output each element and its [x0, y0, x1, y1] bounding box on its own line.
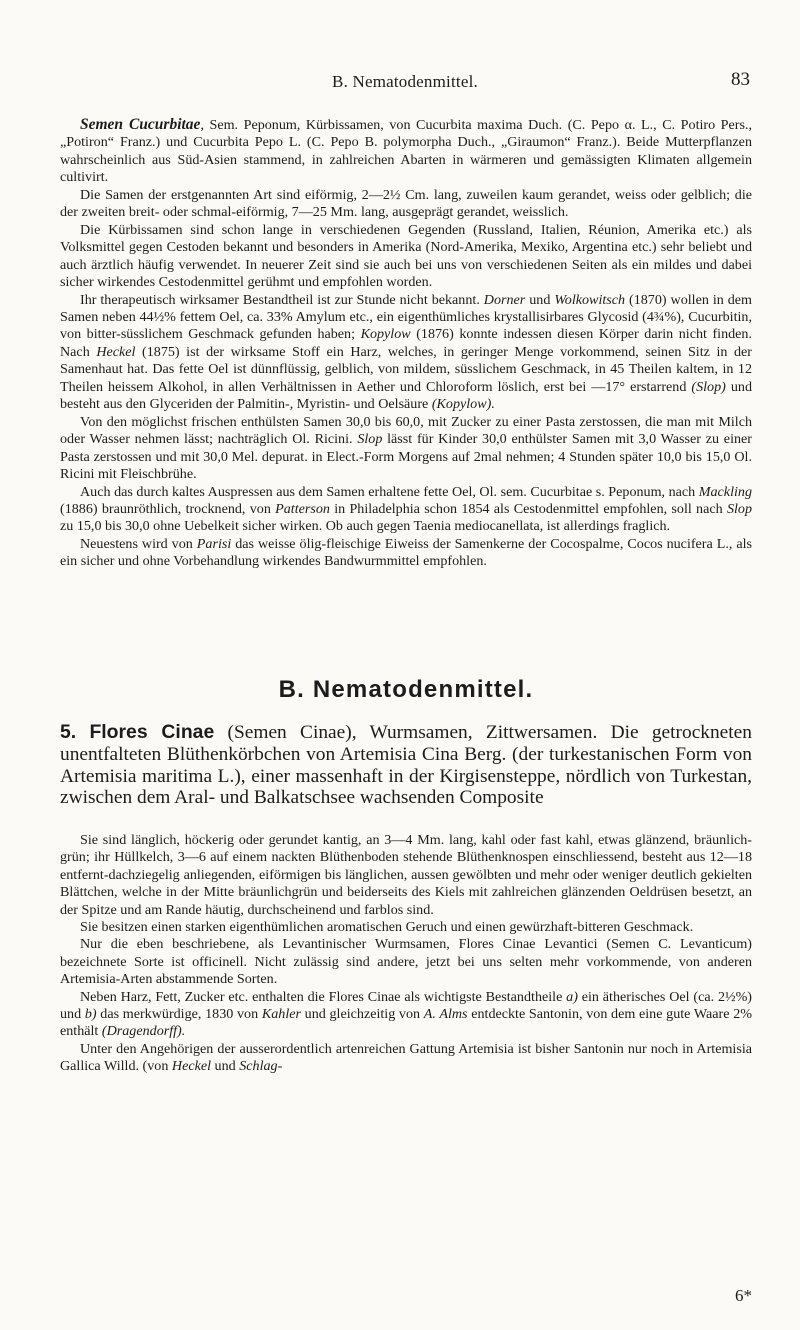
entry-number: 5.	[60, 721, 77, 743]
paragraph: Die Kürbissamen sind schon lange in verschiedenen Gegenden (Russland, Italien, Réunion, Amerika etc.) als Volksmittel gegen Cestoden bekannt und besonders in Amerika (Nord-Amerika, Mexiko, Argentina etc.) sehr beliebt und auch ärztlich häufig verwendet. In neuerer Zeit sind sie auch bei uns von verschiedenen Seiten als ein mildes und dabei sicher wirkendes Cestodenmittel gerühmt und empfohlen worden.	[60, 221, 752, 291]
text: und gleichzeitig von	[300, 1006, 424, 1023]
section-heading: B. Nematodenmittel.	[278, 676, 534, 703]
author-name: Slop	[357, 431, 383, 448]
author-name: Kopylow	[360, 326, 411, 343]
paragraph	[60, 1041, 752, 1076]
text: und	[211, 1058, 240, 1075]
author-name: Heckel	[96, 343, 136, 360]
text: Neuestens wird von	[80, 535, 197, 552]
paragraph: Die Samen der erstgenannten Art sind eiförmig, 2—2½ Cm. lang, zuweilen kaum gerandet, weiss oder gelblich; die der zweiten breit- oder schmal-eiförmig, 7—25 Mm. lang, ausgeprägt gerandet, weisslich.	[60, 186, 752, 221]
paragraph	[60, 536, 752, 571]
flores-cinae-lead	[60, 722, 752, 809]
author-name: Parisi	[196, 535, 232, 552]
author-name: A. Alms	[423, 1006, 468, 1023]
flores-cinae-section	[60, 832, 752, 1076]
paragraph: Nur die eben beschriebene, als Levantinischer Wurmsamen, Flores Cinae Levantici (Semen C. Levanticum) bezeichnete Sorte ist officinell. Nicht zulässig sind andere, jetzt bei uns selten mehr vorkommende, von anderen Artemisia-Arten abstammende Sorten.	[60, 936, 752, 988]
text: und	[525, 291, 555, 308]
author-name: Dorner	[483, 291, 526, 308]
text: und besteht aus den Glyceriden der Palmitin-, Myristin- und Oelsäure	[60, 378, 752, 413]
item-marker: b)	[84, 1006, 97, 1023]
text: (1886) braunröthlich, trocknend, von	[60, 500, 276, 517]
paragraph: Sie sind länglich, höckerig oder gerundet kantig, an 3—4 Mm. lang, kahl oder fast kahl, etwas glänzend, bräunlich-grün; ihr Hüllkelch, 3—6 auf einem nackten Blüthenboden stehende Blüthenknospen einschliessend, besteht aus 12—18 entfernt-dachziegelig anliegenden, eiförmigen bis länglichen, aussen gewölbten und mehr oder weniger deutlich gekielten Blättchen, welche in der Mitte bräunlichgrün und beiderseits des Kiels mit zahlreichen glänzenden Oeldrüsen besetzt, an der Spitze und am Rande häutig, durchscheinend und farblos sind.	[60, 832, 752, 918]
paragraph	[60, 989, 752, 1041]
running-head	[60, 69, 750, 96]
signature-mark: 6*	[735, 1286, 752, 1305]
paragraph	[60, 414, 752, 484]
entry-title: Flores Cinae	[89, 721, 215, 743]
author-name: Patterson	[275, 500, 330, 517]
text: das weisse ölig-fleischige Eiweiss der Samenkerne der Cocospalme, Cocos nucifera L., als ein sicher und ohne Vorbehandlung wirkendes Bandwurmmittel empfohlen.	[60, 535, 752, 570]
text: (1876) konnte indessen diesen Körper darin nicht finden. Nach	[60, 326, 752, 360]
paragraph	[60, 484, 752, 536]
author-name: Mackling	[698, 483, 752, 500]
author-name: Schlag-	[239, 1058, 283, 1075]
author-name: Heckel	[171, 1058, 212, 1075]
text: Unter den Angehörigen der ausserordentlich artenreichen Gattung Artemisia ist bisher Santonin nur noch in Artemisia Gallica Willd. (von	[60, 1040, 752, 1075]
author-name: (Slop)	[691, 378, 726, 395]
text: Auch das durch kaltes Auspressen aus dem Samen erhaltene fette Oel, Ol. sem. Cucurbitae s. Peponum, nach	[80, 483, 699, 500]
text: zu 15,0 bis 30,0 ohne Uebelkeit sicher wirken. Ob auch gegen Taenia mediocanellata, ist allerdings fraglich.	[60, 518, 671, 535]
item-marker: a)	[566, 988, 578, 1005]
text: Von den möglichst frischen enthülsten Samen 30,0 bis 60,0, mit Zucker zu einer Pasta zerstossen, die man mit Milch oder Wasser nehmen lässt; nachträglich Ol. Ricini.	[60, 413, 752, 448]
text: entdeckte Santonin, von dem eine gute Waare 2% enthält	[60, 1006, 752, 1040]
author-name: (Dragendorff).	[101, 1023, 186, 1040]
paragraph: Sie besitzen einen starken eigenthümlichen aromatischen Geruch und einen gewürzhaft-bitteren Geschmack.	[80, 919, 694, 936]
text: (1870) wollen in dem Samen neben 44½% fettem Oel, ca. 33% Amylum etc., ein eigenthümliches krystallisirbares Glycosid (4¾%), Cucurbitin, von bitter-süsslichem Geschmack gefunden haben;	[60, 291, 753, 343]
author-name: (Kopylow).	[431, 396, 495, 413]
text: ein ätherisches Oel (ca. 2½%) und	[60, 988, 752, 1023]
author-name: Wolkowitsch	[554, 291, 626, 308]
paragraph	[60, 292, 752, 414]
text: das merkwürdige, 1830 von	[96, 1006, 262, 1023]
lead-text: (Semen Cinae), Wurmsamen, Zittwersamen. Die getrockneten unentfalteten Blüthenkörbchen von Artemisia Cina Berg. (der turkestanischen Form von Artemisia maritima L.), einer massenhaft in der Kirgisensteppe, nördlich von Turkestan, zwischen dem Aral- und Balkatschsee wachsenden Composite	[60, 722, 752, 809]
page-number: 83	[731, 69, 750, 90]
entry-title: Semen Cucurbitae	[80, 116, 201, 133]
text: Ihr therapeutisch wirksamer Bestandtheil ist zur Stunde nicht bekannt.	[80, 291, 484, 308]
text: (1875) ist der wirksame Stoff ein Harz, welches, in geringer Menge vorkommend, seinen Sitz in der Samenhaut hat. Das fette Oel ist dünnflüssig, gelblich, von mildem, süsslichem Geschmack, in 45 Theilen kaltem, in 12 Theilen heissem Alkohol, in allen Verhältnissen in Aether und Chloroform löslich, erst bei —17° erstarrend	[60, 343, 752, 395]
text: in Philadelphia schon 1854 als Cestodenmittel empfohlen, soll nach	[329, 500, 727, 517]
running-title: B. Nematodenmittel.	[332, 72, 478, 91]
semen-cucurbitae-section	[60, 116, 752, 571]
text: , Sem. Peponum, Kürbissamen, von Cucurbita maxima Duch. (C. Pepo α. L., C. Potiro Pers., „Potiron“ Franz.) und Cucurbita Pepo L. (C. Pepo B. polymorpha Duch., „Giraumon“ Franz.). Beide Mutterpflanzen wahrscheinlich aus Süd-Asien stammend, in zahlreichen Abarten in wärmeren und gemässigten Klimaten allgemein cultivirt.	[60, 117, 752, 186]
author-name: Slop	[726, 500, 752, 517]
text: lässt für Kinder 30,0 enthülster Samen mit 3,0 Wasser zu einer Pasta zerstossen und mit 30,0 Mel. depurat. in Elect.-Form Morgens auf 2mal nehmen; 4 Stunden später 10,0 bis 15,0 Ol. Ricini mit Fleischbrühe.	[60, 431, 752, 483]
paragraph	[60, 116, 752, 187]
author-name: Kahler	[261, 1006, 301, 1023]
text: Neben Harz, Fett, Zucker etc. enthalten die Flores Cinae als wichtigste Bestandtheile	[80, 988, 567, 1005]
